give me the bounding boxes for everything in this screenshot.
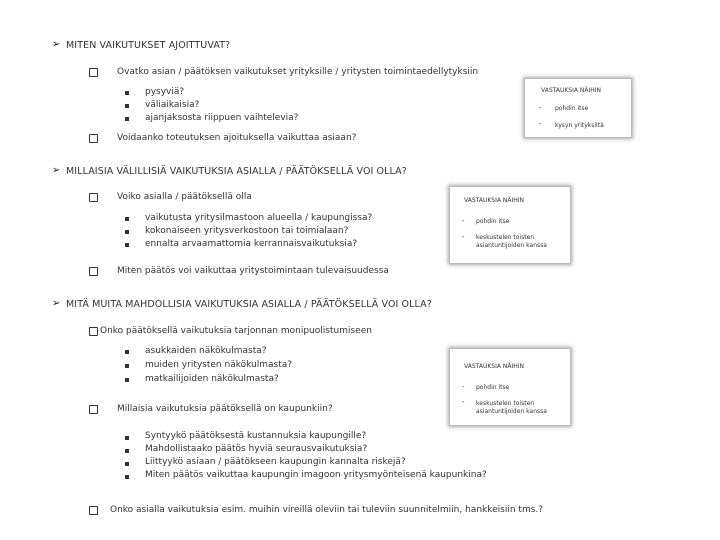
bullet-icon — [125, 117, 129, 121]
bullet-icon — [125, 217, 129, 221]
checkbox-icon — [89, 327, 98, 336]
checkbox-icon — [89, 68, 98, 77]
list-item: matkailijoiden näkökulmasta? — [145, 374, 279, 384]
bullet-icon — [125, 104, 129, 108]
list-item: pysyviä? — [145, 87, 185, 97]
dash-icon: - — [462, 398, 465, 406]
dash-icon: - — [462, 233, 465, 241]
question-text: Onko päätöksellä vaikutuksia tarjonnan monipuolistumiseen — [100, 326, 372, 336]
answer-box — [449, 348, 571, 426]
question-text: Miten päätös voi vaikuttaa yritystoimintaan tulevaisuudessa — [117, 266, 389, 276]
bullet-icon — [125, 436, 129, 440]
answer-box-title: VASTAUKSIA NÄIHIN — [541, 87, 601, 94]
dash-icon: - — [539, 104, 542, 112]
list-item: vaikutusta yritysilmastoon alueella / kaupungissa? — [145, 213, 373, 223]
checkbox-icon — [89, 134, 98, 143]
list-item: ajanjaksosta riippuen vaihtelevia? — [145, 113, 299, 123]
checkbox-icon — [89, 506, 98, 515]
answer-item: pohdin itse — [476, 218, 510, 225]
bullet-icon — [125, 449, 129, 453]
dash-icon: - — [462, 217, 465, 225]
list-item: ennalta arvaamattomia kerrannaisvaikutuksia? — [145, 239, 358, 249]
arrow-icon: ➢ — [52, 39, 61, 50]
list-item: väliaikaisia? — [145, 100, 200, 110]
answer-item: pohdin itse — [555, 105, 589, 112]
list-item: Liittyykö asiaan / päätökseen kaupungin kannalta riskejä? — [145, 457, 406, 467]
list-item: kokonaiseen yritysverkostoon tai toimialaan? — [145, 226, 349, 236]
bullet-icon — [125, 462, 129, 466]
bullet-icon — [125, 378, 129, 382]
bullet-icon — [125, 350, 129, 354]
answer-item: keskustelen toisten asiantuntijoiden kanssa — [476, 400, 547, 415]
checkbox-icon — [89, 405, 98, 414]
answer-item: kysyn yrityksiltä — [555, 122, 604, 129]
list-item: Syntyykö päätöksestä kustannuksia kaupungille? — [145, 431, 367, 441]
question-text: Onko asialla vaikutuksia esim. muihin vireillä oleviin tai tuleviin suunnitelmiin, hankkeisiin tms.? — [110, 505, 544, 515]
list-item: Miten päätös vaikuttaa kaupungin imagoon yritysmyönteisenä kaupunkina? — [145, 470, 487, 480]
checkbox-icon — [89, 193, 98, 202]
answer-item: keskustelen toisten asiantuntijoiden kanssa — [476, 234, 547, 249]
dash-icon: - — [462, 383, 465, 391]
question-text: Voidaanko toteutuksen ajoituksella vaikuttaa asiaan? — [117, 133, 357, 143]
answer-item: pohdin itse — [476, 384, 510, 391]
bullet-icon — [125, 243, 129, 247]
bullet-icon — [125, 475, 129, 479]
section-heading: MITÄ MUITA MAHDOLLISIA VAIKUTUKSIA ASIALLA / PÄÄTÖKSELLÄ VOI OLLA? — [66, 299, 432, 310]
bullet-icon — [125, 364, 129, 368]
arrow-icon: ➢ — [52, 298, 61, 309]
answer-box-title: VASTAUKSIA NÄIHIN — [464, 197, 524, 204]
bullet-icon — [125, 91, 129, 95]
checkbox-icon — [89, 267, 98, 276]
question-text: Voiko asialla / päätöksellä olla — [117, 192, 252, 202]
question-text: Ovatko asian / päätöksen vaikutukset yrityksille / yritysten toimintaedellytyksiin — [117, 67, 479, 77]
section-heading: MITEN VAIKUTUKSET AJOITTUVAT? — [66, 40, 231, 51]
dash-icon: - — [539, 120, 542, 128]
bullet-icon — [125, 230, 129, 234]
question-text: Millaisia vaikutuksia päätöksellä on kaupunkiin? — [117, 404, 333, 414]
list-item: Mahdollistaako päätös hyviä seurausvaikutuksia? — [145, 444, 368, 454]
list-item: muiden yritysten näkökulmasta? — [145, 360, 293, 370]
answer-box-title: VASTAUKSIA NÄIHIN — [464, 363, 524, 370]
answer-box — [449, 186, 571, 264]
section-heading: MILLAISIA VÄLILLISIÄ VAIKUTUKSIA ASIALLA / PÄÄTÖKSELLÄ VOI OLLA? — [66, 166, 407, 177]
list-item: asukkaiden näkökulmasta? — [145, 346, 267, 356]
arrow-icon: ➢ — [52, 165, 61, 176]
answer-box — [524, 78, 632, 138]
